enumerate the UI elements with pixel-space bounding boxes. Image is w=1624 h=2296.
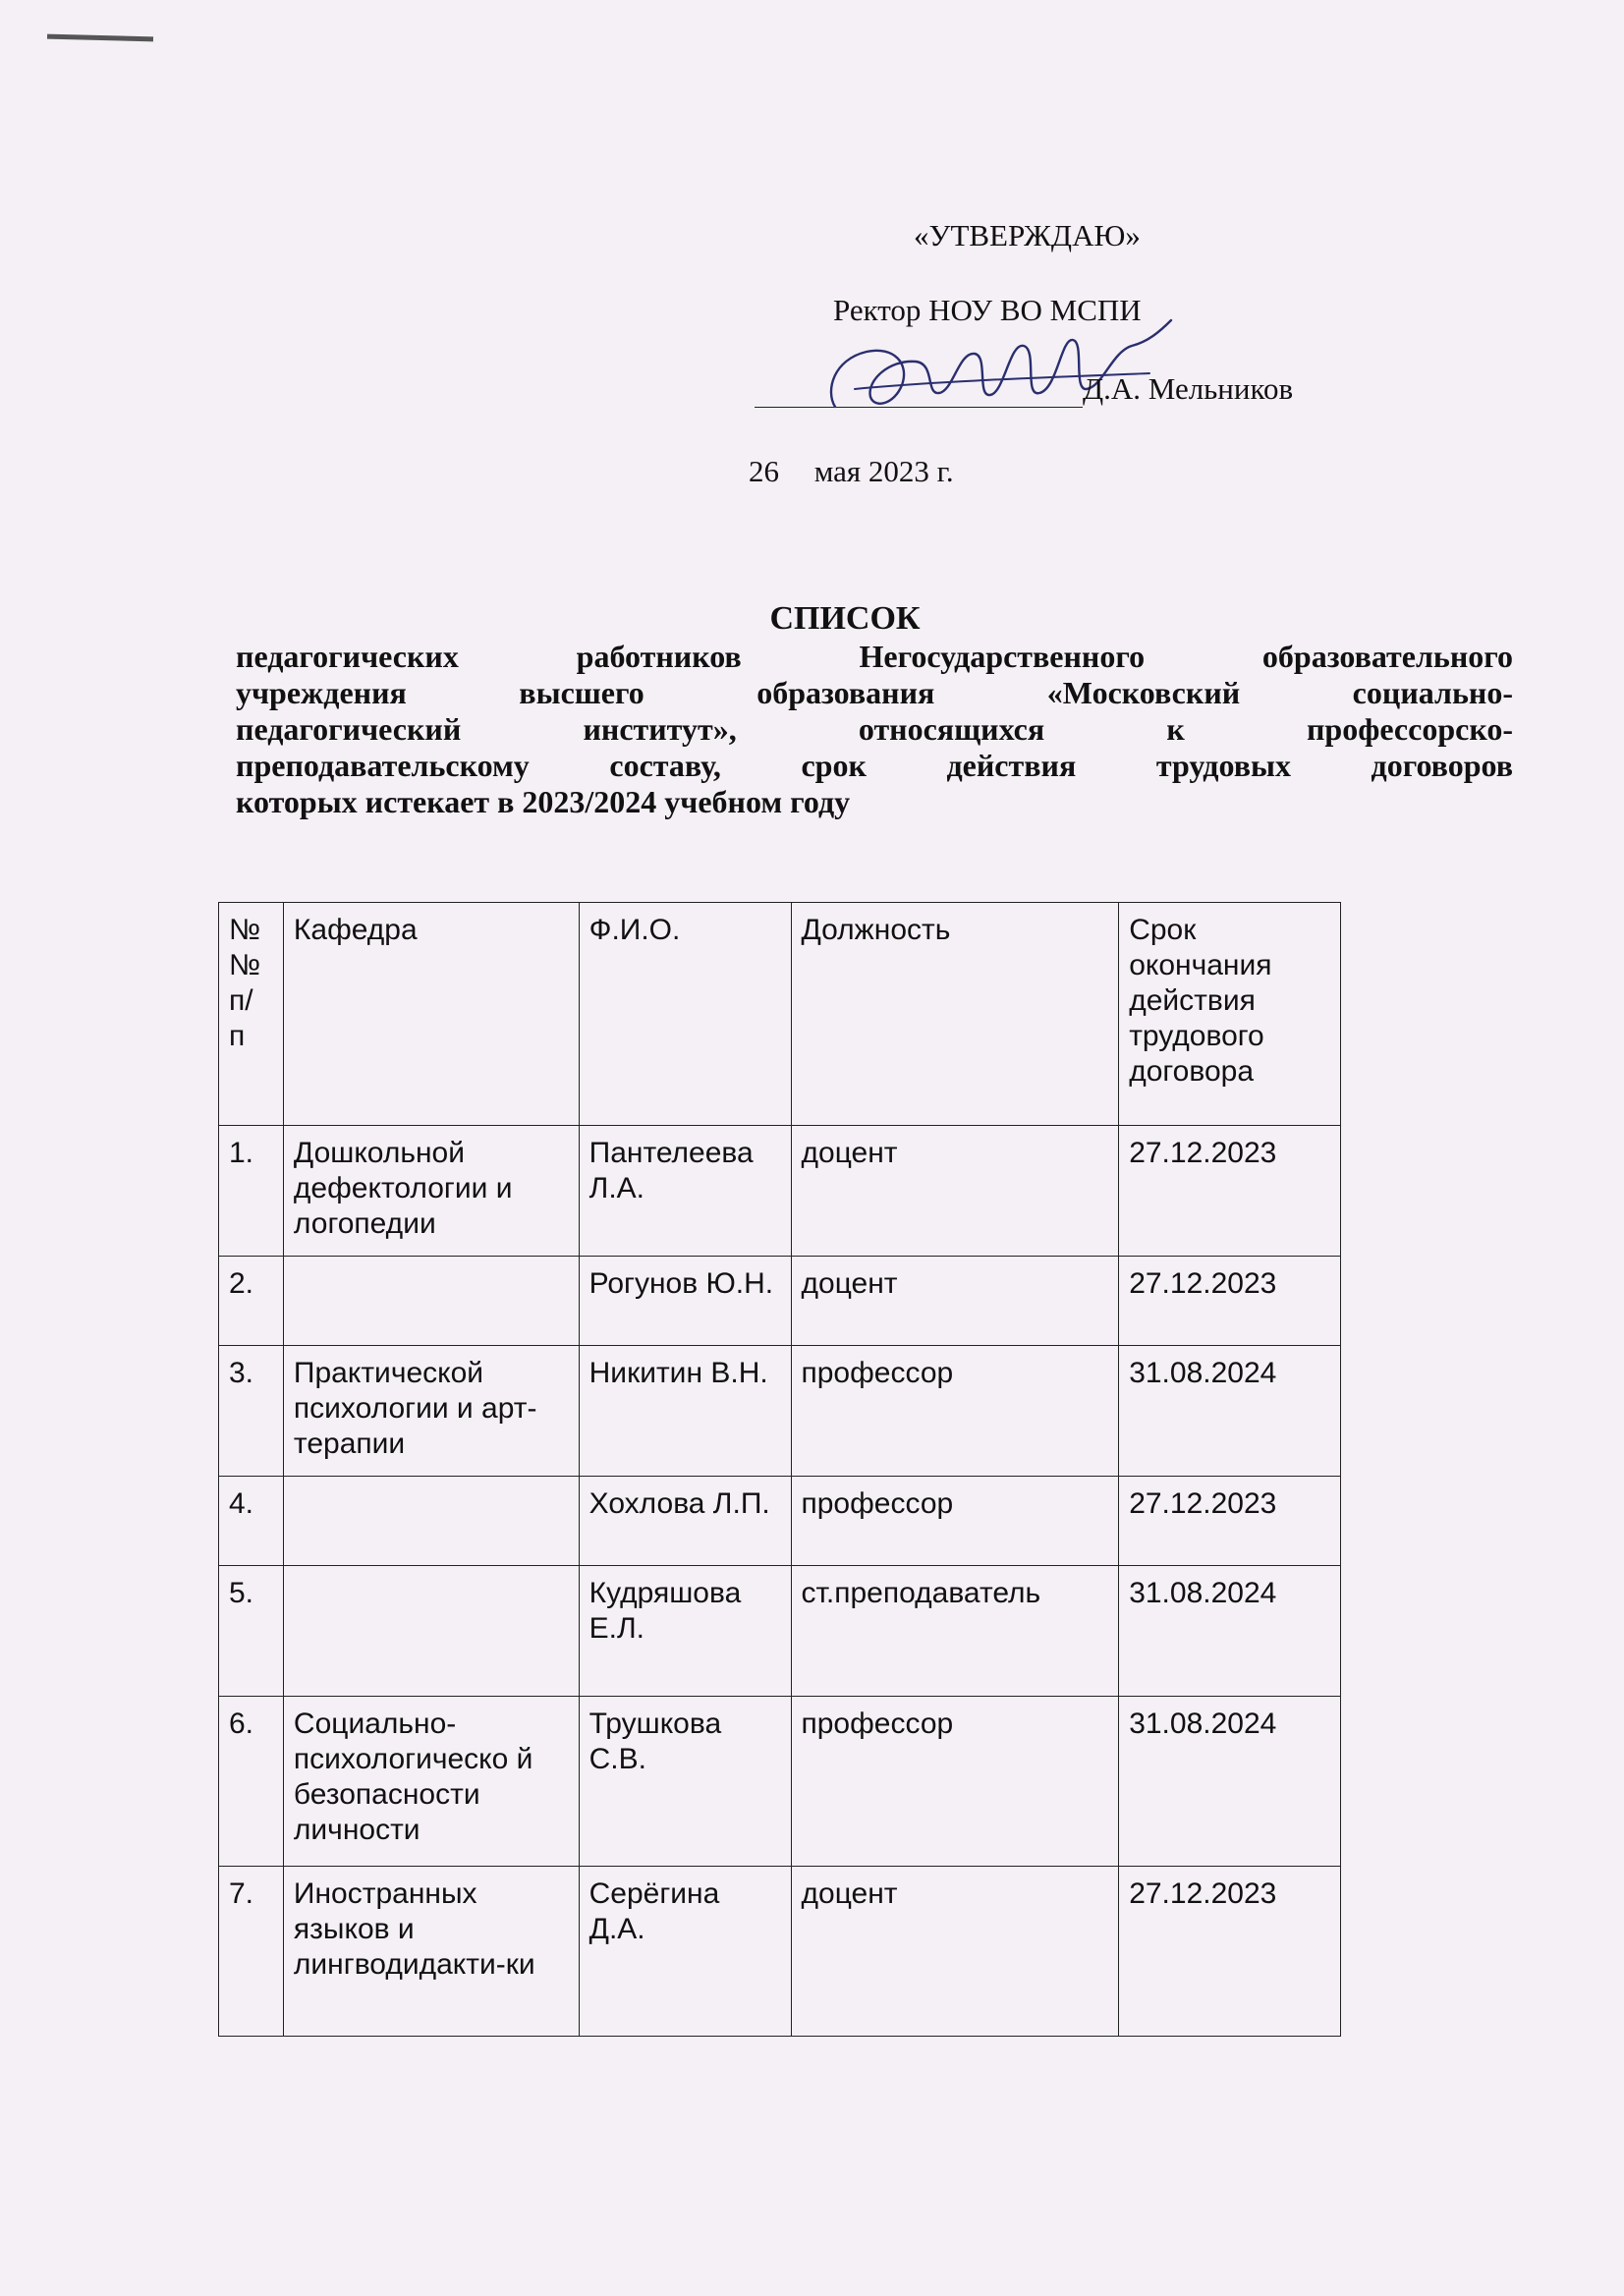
cell-full-name: Пантелеева Л.А. — [579, 1126, 791, 1257]
cell-full-name: Никитин В.Н. — [579, 1346, 791, 1477]
cell-position: ст.преподаватель — [791, 1566, 1119, 1697]
cell-number: 1. — [219, 1126, 284, 1257]
table-row — [219, 1566, 1341, 1697]
cell-full-name: Трушкова С.В. — [579, 1697, 791, 1867]
cell-position: профессор — [791, 1477, 1119, 1566]
table-row — [219, 1346, 1341, 1477]
cell-number: 6. — [219, 1697, 284, 1867]
header-full-name: Ф.И.О. — [579, 903, 791, 1126]
table-row — [219, 1477, 1341, 1566]
table-header-row — [219, 903, 1341, 1126]
cell-department — [283, 1257, 579, 1346]
header-number-label: № № п/ п — [229, 914, 261, 1052]
cell-contract-end: 31.08.2024 — [1119, 1566, 1341, 1697]
table-row — [219, 1867, 1341, 2037]
cell-position: доцент — [791, 1126, 1119, 1257]
cell-contract-end: 31.08.2024 — [1119, 1346, 1341, 1477]
table-row — [219, 1697, 1341, 1867]
header-department: Кафедра — [283, 903, 579, 1126]
cell-number: 2. — [219, 1257, 284, 1346]
cell-number: 5. — [219, 1566, 284, 1697]
approval-date-rest: мая 2023 г. — [813, 454, 954, 488]
cell-full-name: Рогунов Ю.Н. — [579, 1257, 791, 1346]
cell-contract-end: 27.12.2023 — [1119, 1867, 1341, 2037]
header-contract-end: Срок окончания действия трудового договора — [1119, 903, 1341, 1126]
cell-contract-end: 31.08.2024 — [1119, 1697, 1341, 1867]
document-heading — [236, 599, 1513, 820]
approval-date-day: 26 — [749, 454, 779, 488]
scan-artifact — [47, 34, 153, 42]
cell-department: Социально-психологическо й безопасности личности — [283, 1697, 579, 1867]
cell-department — [283, 1477, 579, 1566]
cell-position: профессор — [791, 1346, 1119, 1477]
cell-full-name: Кудряшова Е.Л. — [579, 1566, 791, 1697]
cell-contract-end: 27.12.2023 — [1119, 1477, 1341, 1566]
cell-department — [283, 1566, 579, 1697]
table-row — [219, 1257, 1341, 1346]
cell-number: 4. — [219, 1477, 284, 1566]
approval-date — [749, 454, 954, 489]
subtitle-line: которых истекает в 2023/2024 учебном году — [236, 784, 851, 819]
header-number — [219, 903, 284, 1126]
cell-position: профессор — [791, 1697, 1119, 1867]
rector-name: Д.А. Мельников — [1083, 371, 1294, 406]
subtitle-line: педагогических работников Негосударственного образовательного — [236, 639, 1513, 674]
cell-contract-end: 27.12.2023 — [1119, 1257, 1341, 1346]
cell-position: доцент — [791, 1867, 1119, 2037]
document-subtitle — [236, 639, 1513, 820]
subtitle-line: учреждения высшего образования «Московский социально- — [236, 675, 1513, 710]
subtitle-line: педагогический институт», относящихся к профессорско- — [236, 711, 1513, 747]
cell-contract-end: 27.12.2023 — [1119, 1126, 1341, 1257]
cell-position: доцент — [791, 1257, 1119, 1346]
document-title: СПИСОК — [769, 600, 921, 637]
staff-table — [218, 902, 1341, 2037]
cell-number: 7. — [219, 1867, 284, 2037]
cell-full-name: Хохлова Л.П. — [579, 1477, 791, 1566]
cell-number: 3. — [219, 1346, 284, 1477]
header-position: Должность — [791, 903, 1119, 1126]
subtitle-line: преподавательскому составу, срок действия трудовых договоров — [236, 748, 1513, 783]
cell-department: Иностранных языков и лингводидакти-ки — [283, 1867, 579, 2037]
approval-title: «УТВЕРЖДАЮ» — [914, 218, 1141, 252]
cell-department: Практической психологии и арт-терапии — [283, 1346, 579, 1477]
cell-full-name: Серёгина Д.А. — [579, 1867, 791, 2037]
table-row — [219, 1126, 1341, 1257]
approval-rector: Ректор НОУ ВО МСПИ — [833, 293, 1142, 327]
cell-department: Дошкольной дефектологии и логопедии — [283, 1126, 579, 1257]
